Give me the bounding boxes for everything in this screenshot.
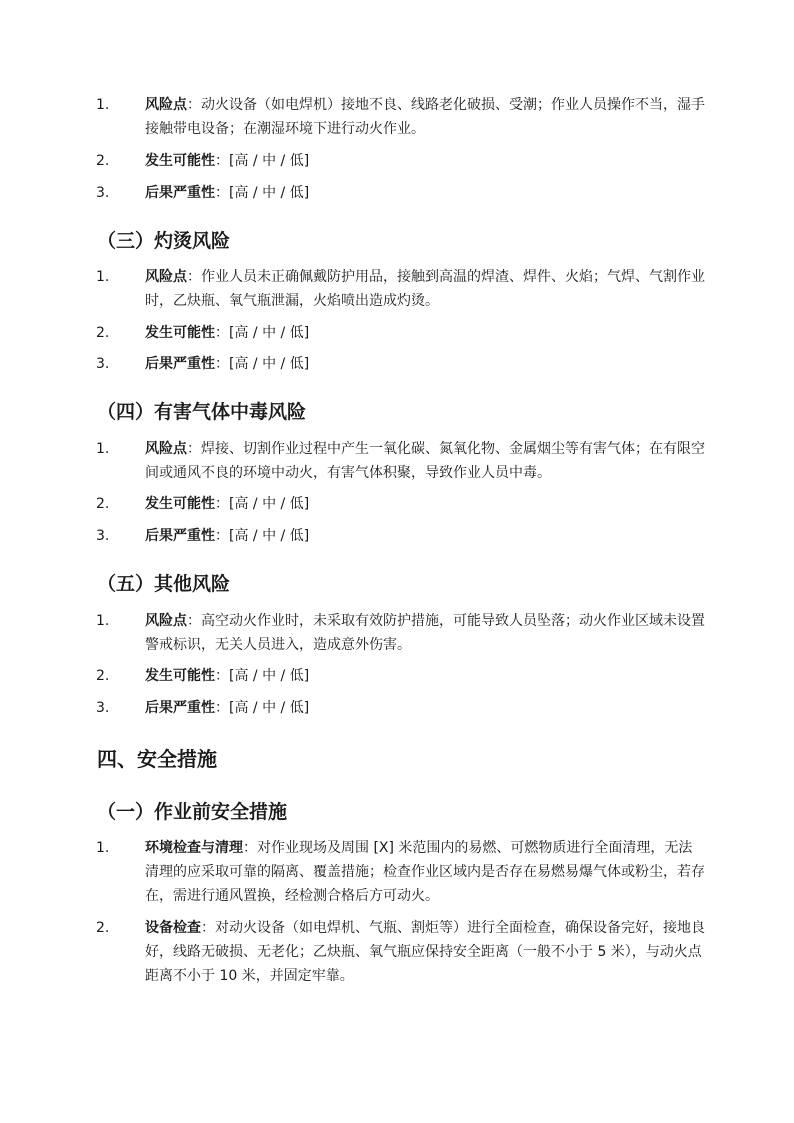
item-label: 后果严重性 xyxy=(145,356,215,372)
list-text xyxy=(145,696,705,720)
list-text xyxy=(145,609,705,657)
item-label: 风险点 xyxy=(145,613,187,629)
list-text xyxy=(145,93,705,141)
item-label: 发生可能性 xyxy=(145,496,215,512)
item-label: 发生可能性 xyxy=(145,153,215,169)
item-body: ：[高 / 中 / 低] xyxy=(215,153,310,169)
list-number: 1. xyxy=(96,613,110,629)
item-body: ：[高 / 中 / 低] xyxy=(215,496,310,512)
item-body: ：动火设备（如电焊机）接地不良、线路老化破损、受潮；作业人员操作不当，湿手接触带电设备；在潮湿环境下进行动火作业。 xyxy=(145,97,705,137)
item-body: ：高空动火作业时，未采取有效防护措施，可能导致人员坠落；动火作业区域未设置警戒标识，无关人员进入，造成意外伤害。 xyxy=(145,613,705,653)
item-body: ：[高 / 中 / 低] xyxy=(215,356,310,372)
list-number: 2. xyxy=(96,920,110,936)
chapter-heading: 四、安全措施 xyxy=(97,747,217,771)
item-label: 发生可能性 xyxy=(145,668,215,684)
list-text xyxy=(145,321,705,345)
list-number: 2. xyxy=(96,325,110,341)
list-number: 3. xyxy=(96,185,110,201)
item-body: ：焊接、切割作业过程中产生一氧化碳、氮氧化物、金属烟尘等有害气体；在有限空间或通风不良的环境中动火，有害气体积聚，导致作业人员中毒。 xyxy=(145,441,705,481)
section-heading: （一）作业前安全措施 xyxy=(97,801,288,823)
list-text xyxy=(145,149,705,173)
item-label: 风险点 xyxy=(145,97,187,113)
section-heading: （五）其他风险 xyxy=(97,573,231,595)
list-number: 1. xyxy=(96,97,110,113)
list-number: 2. xyxy=(96,668,110,684)
item-label: 发生可能性 xyxy=(145,325,215,341)
item-body: ：[高 / 中 / 低] xyxy=(215,185,310,201)
item-label: 后果严重性 xyxy=(145,700,215,716)
list-text xyxy=(145,437,705,485)
item-label: 风险点 xyxy=(145,441,187,457)
list-number: 2. xyxy=(96,153,110,169)
list-text xyxy=(145,916,705,988)
list-number: 3. xyxy=(96,700,110,716)
item-label: 环境检查与清理 xyxy=(145,840,243,856)
list-number: 1. xyxy=(96,840,110,856)
item-body: ：[高 / 中 / 低] xyxy=(215,700,310,716)
item-body: ：[高 / 中 / 低] xyxy=(215,668,310,684)
list-number: 3. xyxy=(96,356,110,372)
list-number: 2. xyxy=(96,496,110,512)
item-label: 后果严重性 xyxy=(145,528,215,544)
item-body: ：作业人员未正确佩戴防护用品，接触到高温的焊渣、焊件、火焰；气焊、气割作业时，乙炔瓶、氧气瓶泄漏，火焰喷出造成灼烫。 xyxy=(145,269,705,309)
item-body: ：[高 / 中 / 低] xyxy=(215,528,310,544)
list-text xyxy=(145,352,705,376)
list-text xyxy=(145,492,705,516)
list-number: 3. xyxy=(96,528,110,544)
section-heading: （三）灼烫风险 xyxy=(97,230,231,252)
item-label: 设备检查 xyxy=(145,920,201,936)
section-heading: （四）有害气体中毒风险 xyxy=(97,401,307,423)
item-label: 后果严重性 xyxy=(145,185,215,201)
item-label: 风险点 xyxy=(145,269,187,285)
list-text xyxy=(145,265,705,313)
list-number: 1. xyxy=(96,441,110,457)
list-text xyxy=(145,181,705,205)
list-text xyxy=(145,664,705,688)
list-text xyxy=(145,524,705,548)
item-body: ：对作业现场及周围 [X] 米范围内的易燃、可燃物质进行全面清理，无法清理的应采取可靠的隔离、覆盖措施；检查作业区域内是否存在易燃易爆气体或粉尘，若存在，需进行通风置换，经检测合格后方可动火。 xyxy=(145,840,705,904)
item-body: ：对动火设备（如电焊机、气瓶、割炬等）进行全面检查，确保设备完好，接地良好，线路无破损、无老化；乙炔瓶、氧气瓶应保持安全距离（一般不小于 5 米），与动火点距离不小于 10 米，并固定牢靠。 xyxy=(145,920,705,984)
list-text xyxy=(145,836,705,908)
item-body: ：[高 / 中 / 低] xyxy=(215,325,310,341)
list-number: 1. xyxy=(96,269,110,285)
